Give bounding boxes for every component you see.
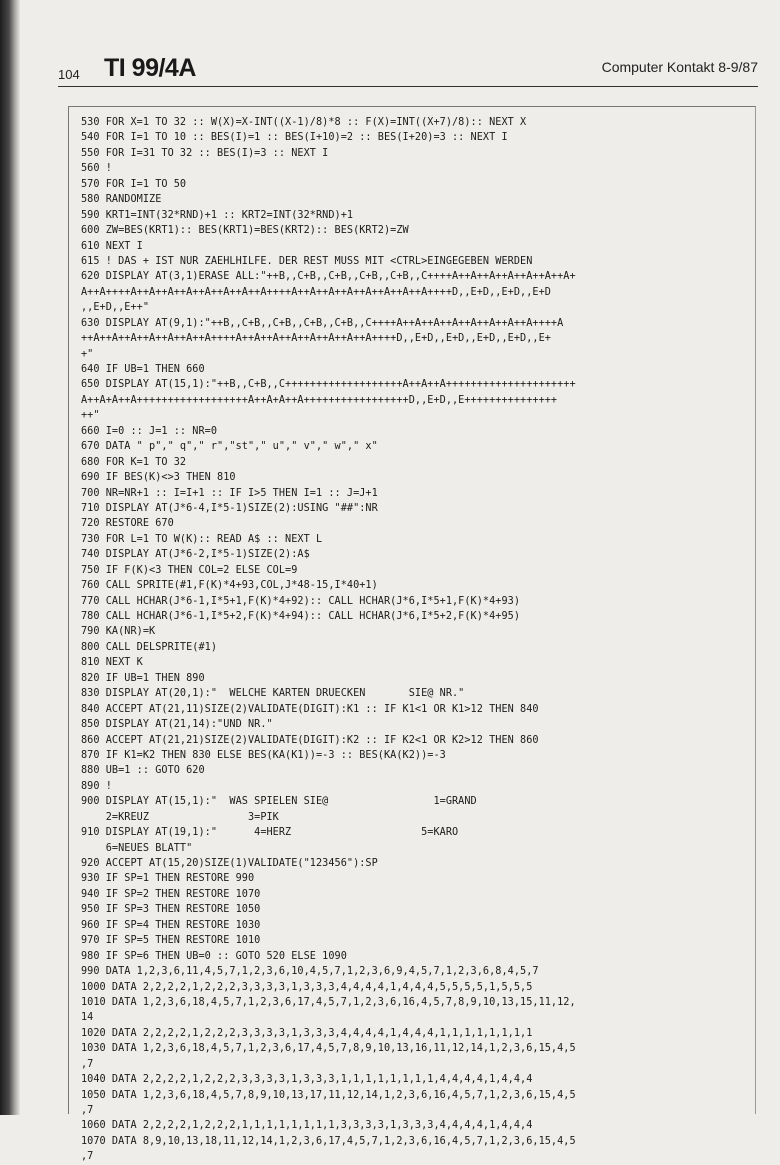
code-line: 1060 DATA 2,2,2,2,1,2,2,2,1,1,1,1,1,1,1,1,3,3,3,3,1,3,3,3,4,4,4,4,1,4,4,4	[81, 1120, 533, 1132]
code-line: 880 UB=1 :: GOTO 620	[81, 765, 205, 777]
code-line: 830 DISPLAY AT(20,1):" WELCHE KARTEN DRUECKEN SIE@ NR."	[81, 688, 465, 700]
program-listing	[81, 115, 753, 1165]
code-line: ,7	[81, 1151, 94, 1163]
code-line: 650 DISPLAY AT(15,1):"++B,,C+B,,C+++++++++++++++++++A++A++A+++++++++++++++++++++	[81, 379, 576, 391]
code-line: 1070 DATA 8,9,10,13,18,11,12,14,1,2,3,6,17,4,5,7,1,2,3,6,16,4,5,7,1,2,3,6,15,4,5	[81, 1135, 576, 1147]
code-line: ,7	[81, 1058, 94, 1070]
code-line: 1030 DATA 1,2,3,6,18,4,5,7,1,2,3,6,17,4,5,7,8,9,10,13,16,11,12,14,1,2,3,6,15,4,5	[81, 1043, 576, 1055]
code-line: 1020 DATA 2,2,2,2,1,2,2,2,3,3,3,3,1,3,3,3,4,4,4,4,1,4,4,4,1,1,1,1,1,1,1,1	[81, 1027, 533, 1039]
page-number: 104	[58, 67, 80, 82]
code-line: 680 FOR K=1 TO 32	[81, 456, 187, 468]
code-line: 820 IF UB=1 THEN 890	[81, 672, 205, 684]
header-rule	[58, 86, 758, 87]
code-line: 940 IF SP=2 THEN RESTORE 1070	[81, 888, 261, 900]
code-line: 690 IF BES(K)<>3 THEN 810	[81, 472, 236, 484]
code-line: 960 IF SP=4 THEN RESTORE 1030	[81, 919, 261, 931]
code-line: 950 IF SP=3 THEN RESTORE 1050	[81, 904, 261, 916]
code-line: 790 KA(NR)=K	[81, 626, 156, 638]
code-line: 780 CALL HCHAR(J*6-1,I*5+2,F(K)*4+94):: CALL HCHAR(J*6,I*5+2,F(K)*4+95)	[81, 611, 521, 622]
code-line: 1010 DATA 1,2,3,6,18,4,5,7,1,2,3,6,17,4,5,7,1,2,3,6,16,4,5,7,8,9,10,13,15,11,12,	[81, 996, 576, 1008]
code-line: 1000 DATA 2,2,2,2,1,2,2,2,3,3,3,3,1,3,3,3,4,4,4,4,1,4,4,4,5,5,5,5,1,5,5,5	[81, 981, 533, 993]
code-line: 810 NEXT K	[81, 657, 143, 669]
publication-info: Computer Kontakt 8-9/87	[601, 59, 758, 75]
code-line: 710 DISPLAY AT(J*6-4,I*5-1)SIZE(2):USING "##":NR	[81, 502, 378, 514]
code-line: 1040 DATA 2,2,2,2,1,2,2,2,3,3,3,3,1,3,3,3,1,1,1,1,1,1,1,1,4,4,4,4,1,4,4,4	[81, 1074, 533, 1086]
code-line: 670 DATA " p"," q"," r","st"," u"," v"," w"," x"	[81, 441, 378, 453]
code-line: 615 ! DAS + IST NUR ZAEHLHILFE. DER REST MUSS MIT <CTRL>EINGEGEBEN WERDEN	[81, 255, 533, 267]
code-line: 970 IF SP=5 THEN RESTORE 1010	[81, 935, 261, 947]
code-line: A++A+A++A++++++++++++++++++A++A+A++A+++++++++++++++++D,,E+D,,E+++++++++++++++	[81, 394, 558, 406]
code-line: ++A++A++A++A++A++A++A++++A++A++A++A++A++A++A++A++++D,,E+D,,E+D,,E+D,,E+D,,E+	[81, 333, 551, 345]
code-line: 540 FOR I=1 TO 10 :: BES(I)=1 :: BES(I+10)=2 :: BES(I+20)=3 :: NEXT I	[81, 132, 508, 144]
code-line: 560 !	[81, 163, 112, 175]
code-line: 800 CALL DELSPRITE(#1)	[81, 641, 218, 653]
code-line: 750 IF F(K)<3 THEN COL=2 ELSE COL=9	[81, 564, 298, 576]
page-header	[58, 52, 758, 86]
code-line: ,,E+D,,E++"	[81, 302, 150, 314]
code-line: 870 IF K1=K2 THEN 830 ELSE BES(KA(K1))=-3 :: BES(KA(K2))=-3	[81, 749, 446, 761]
code-line: 570 FOR I=1 TO 50	[81, 178, 187, 190]
code-line: 630 DISPLAY AT(9,1):"++B,,C+B,,C+B,,C+B,,C+B,,C++++A++A++A++A++A++A++A++A++++A	[81, 317, 564, 329]
code-line: +"	[81, 348, 94, 360]
code-line: 920 ACCEPT AT(15,20)SIZE(1)VALIDATE("123456"):SP	[81, 858, 378, 869]
code-line: 700 NR=NR+1 :: I=I+1 :: IF I>5 THEN I=1 :: J=J+1	[81, 487, 378, 499]
code-line: 660 I=0 :: J=1 :: NR=0	[81, 425, 218, 437]
code-line: 720 RESTORE 670	[81, 518, 174, 530]
code-line: 980 IF SP=6 THEN UB=0 :: GOTO 520 ELSE 1090	[81, 950, 347, 962]
code-line: 860 ACCEPT AT(21,21)SIZE(2)VALIDATE(DIGIT):K2 :: IF K2<1 OR K2>12 THEN 860	[81, 734, 539, 746]
code-line: 620 DISPLAY AT(3,1)ERASE ALL:"++B,,C+B,,C+B,,C+B,,C+B,,C++++A++A++A++A++A++A++A+	[81, 271, 576, 283]
program-listing-box	[68, 106, 756, 1163]
code-line: 740 DISPLAY AT(J*6-2,I*5-1)SIZE(2):A$	[81, 549, 310, 561]
code-line: 530 FOR X=1 TO 32 :: W(X)=X-INT((X-1)/8)*8 :: F(X)=INT((X+7)/8):: NEXT X	[81, 117, 527, 128]
code-line: 550 FOR I=31 TO 32 :: BES(I)=3 :: NEXT I	[81, 147, 329, 159]
code-line: 14	[81, 1012, 94, 1024]
code-line: 640 IF UB=1 THEN 660	[81, 364, 205, 375]
code-line: 770 CALL HCHAR(J*6-1,I*5+1,F(K)*4+92):: CALL HCHAR(J*6,I*5+1,F(K)*4+93)	[81, 595, 521, 607]
code-line: 900 DISPLAY AT(15,1):" WAS SPIELEN SIE@ 1=GRAND	[81, 796, 477, 808]
code-line: ++"	[81, 410, 100, 422]
code-line: 1050 DATA 1,2,3,6,18,4,5,7,8,9,10,13,17,11,12,14,1,2,3,6,16,4,5,7,1,2,3,6,15,4,5	[81, 1089, 576, 1101]
code-line: 600 ZW=BES(KRT1):: BES(KRT1)=BES(KRT2):: BES(KRT2)=ZW	[81, 225, 409, 237]
code-line: ,7	[81, 1105, 94, 1116]
code-line: 930 IF SP=1 THEN RESTORE 990	[81, 873, 255, 885]
section-title: TI 99/4A	[104, 54, 196, 82]
book-spine-shadow	[0, 0, 20, 1115]
code-line: 840 ACCEPT AT(21,11)SIZE(2)VALIDATE(DIGIT):K1 :: IF K1<1 OR K1>12 THEN 840	[81, 703, 539, 715]
code-line: 590 KRT1=INT(32*RND)+1 :: KRT2=INT(32*RND)+1	[81, 209, 354, 221]
code-line: 610 NEXT I	[81, 240, 143, 252]
code-line: 580 RANDOMIZE	[81, 194, 162, 206]
code-line: 760 CALL SPRITE(#1,F(K)*4+93,COL,J*48-15,I*40+1)	[81, 580, 378, 592]
code-line: 6=NEUES BLATT"	[81, 842, 193, 854]
code-line: 850 DISPLAY AT(21,14):"UND NR."	[81, 719, 273, 731]
code-line: 910 DISPLAY AT(19,1):" 4=HERZ 5=KARO	[81, 827, 459, 839]
code-line: 990 DATA 1,2,3,6,11,4,5,7,1,2,3,6,10,4,5,7,1,2,3,6,9,4,5,7,1,2,3,6,8,4,5,7	[81, 966, 539, 978]
code-line: 730 FOR L=1 TO W(K):: READ A$ :: NEXT L	[81, 533, 323, 545]
code-line: 2=KREUZ 3=PIK	[81, 811, 279, 823]
code-line: A++A++++A++A++A++A++A++A++A++A++++A++A++A++A++A++A++A++A++++D,,E+D,,E+D,,E+D	[81, 286, 551, 298]
code-line: 890 !	[81, 780, 112, 792]
